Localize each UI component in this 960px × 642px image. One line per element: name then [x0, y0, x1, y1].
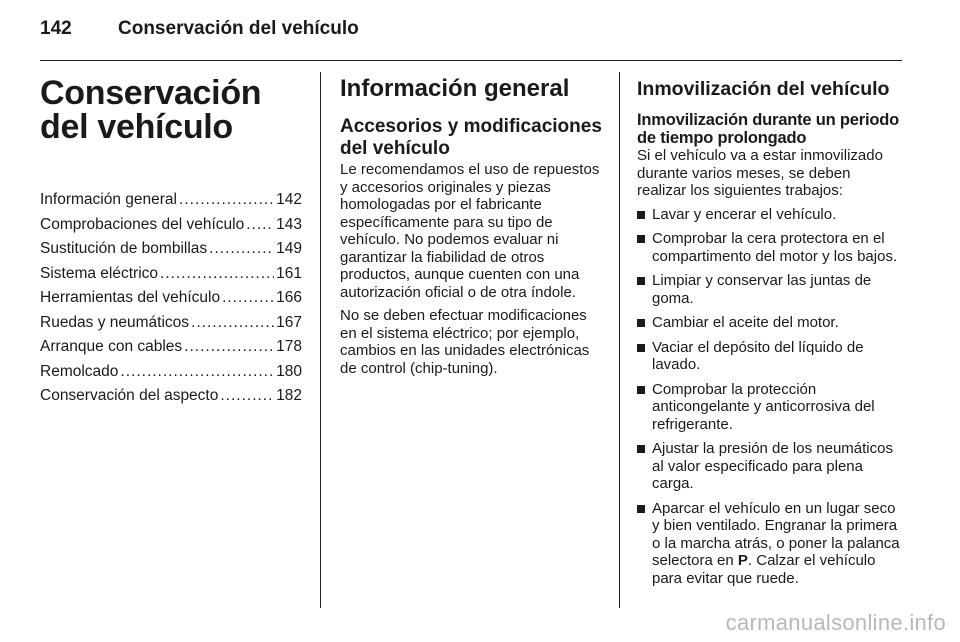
- toc-leader: [120, 360, 274, 385]
- toc-leader: [179, 188, 274, 213]
- storage-task-list: [637, 206, 902, 588]
- toc-page: 149: [276, 240, 302, 257]
- toc-label: Ruedas y neumáticos: [40, 313, 190, 331]
- toc-page: 180: [276, 362, 302, 380]
- list-item: Ajustar la presión de los neumáticos al valor especificado para plena carga.: [637, 440, 902, 493]
- list-item: Lavar y encerar el vehículo.: [637, 206, 902, 224]
- toc-page: 161: [276, 264, 302, 282]
- paragraph-modifications: No se deben efectuar modificaciones en el sistema eléctrico; por ejemplo, cambios en las unidades electrónicas de control (chip-tuning).: [340, 307, 590, 377]
- toc-page: 178: [276, 338, 302, 355]
- subsection-title-long-term: Inmovilización durante un periodo de tiempo prolongado: [637, 111, 900, 147]
- toc-page: 143: [276, 215, 302, 233]
- list-item: Comprobar la protección anticongelante y anticorrosiva del refrigerante.: [637, 381, 902, 434]
- chapter-title: Conservación del vehículo: [40, 74, 262, 146]
- list-item: Comprobar la cera protectora en el compartimento del motor y los bajos.: [637, 230, 902, 265]
- toc-leader: [209, 237, 274, 262]
- general-info-column: [340, 72, 602, 377]
- paragraph-accessories: Le recomendamos el uso de repuestos y accesorios originales y piezas homologadas por el fabricante específicamente para su tipo de vehículo. No podemos evaluar ni garantizar la fiabilidad de otros productos, aunque cuenten con una autorización oficial o de otra índole.: [340, 161, 600, 301]
- list-item: Cambiar el aceite del motor.: [637, 314, 902, 332]
- list-item-text: Aparcar el vehículo en un lugar seco y bien ventilado. Engranar la primera o la marcha atrás, o poner la palanca selectora en: [652, 499, 900, 569]
- toc-label: Remolcado: [40, 362, 119, 380]
- chapter-column: [40, 72, 302, 409]
- toc-entry[interactable]: [40, 188, 302, 213]
- toc-entry[interactable]: [40, 384, 302, 409]
- toc-page: 166: [276, 289, 302, 306]
- toc-entry[interactable]: [40, 360, 302, 385]
- storage-column: [637, 72, 902, 594]
- toc-entry[interactable]: [40, 213, 302, 238]
- gear-position-p: P: [737, 552, 748, 569]
- toc-page: 142: [276, 191, 302, 208]
- toc-label: Sustitución de bombillas: [40, 240, 208, 257]
- header-rule: [40, 60, 902, 61]
- toc-entry[interactable]: [40, 311, 302, 336]
- list-item: Vaciar el depósito del líquido de lavado.: [637, 339, 902, 374]
- list-item: Limpiar y conservar las juntas de goma.: [637, 272, 902, 307]
- toc-entry[interactable]: [40, 335, 302, 360]
- section-title-storage: Inmovilización del vehículo: [637, 78, 890, 100]
- list-item: [637, 500, 902, 588]
- running-title: Conservación del vehículo: [118, 18, 359, 39]
- toc-label: Arranque con cables: [40, 338, 183, 355]
- toc-leader: [184, 335, 274, 360]
- toc-leader: [191, 311, 274, 336]
- page-number: 142: [40, 18, 72, 39]
- column-divider-2: [619, 72, 620, 608]
- toc-label: Información general: [40, 191, 177, 208]
- table-of-contents: [40, 188, 302, 409]
- toc-label: Conservación del aspecto: [40, 387, 219, 404]
- subsection-title-accessories: Accesorios y modificaciones del vehículo: [340, 116, 602, 159]
- paragraph-storage-intro: Si el vehículo va a estar inmovilizado durante varios meses, se deben realizar los siguientes trabajos:: [637, 147, 883, 199]
- toc-label: Comprobaciones del vehículo: [40, 215, 245, 233]
- toc-entry[interactable]: [40, 262, 302, 287]
- toc-leader: [222, 286, 274, 311]
- column-divider-1: [320, 72, 321, 608]
- toc-leader: [160, 262, 274, 287]
- watermark: carmanualsonline.info: [725, 610, 946, 635]
- page-header: [40, 18, 902, 58]
- toc-label: Herramientas del vehículo: [40, 289, 221, 306]
- toc-page: 167: [276, 313, 302, 331]
- toc-leader: [246, 213, 274, 238]
- section-title-general: Información general: [340, 75, 570, 102]
- toc-label: Sistema eléctrico: [40, 264, 159, 282]
- toc-entry[interactable]: [40, 237, 302, 262]
- toc-page: 182: [276, 387, 302, 404]
- toc-leader: [220, 384, 274, 409]
- list-item-text: . Calzar el vehículo para evitar que ruede.: [652, 552, 876, 587]
- toc-entry[interactable]: [40, 286, 302, 311]
